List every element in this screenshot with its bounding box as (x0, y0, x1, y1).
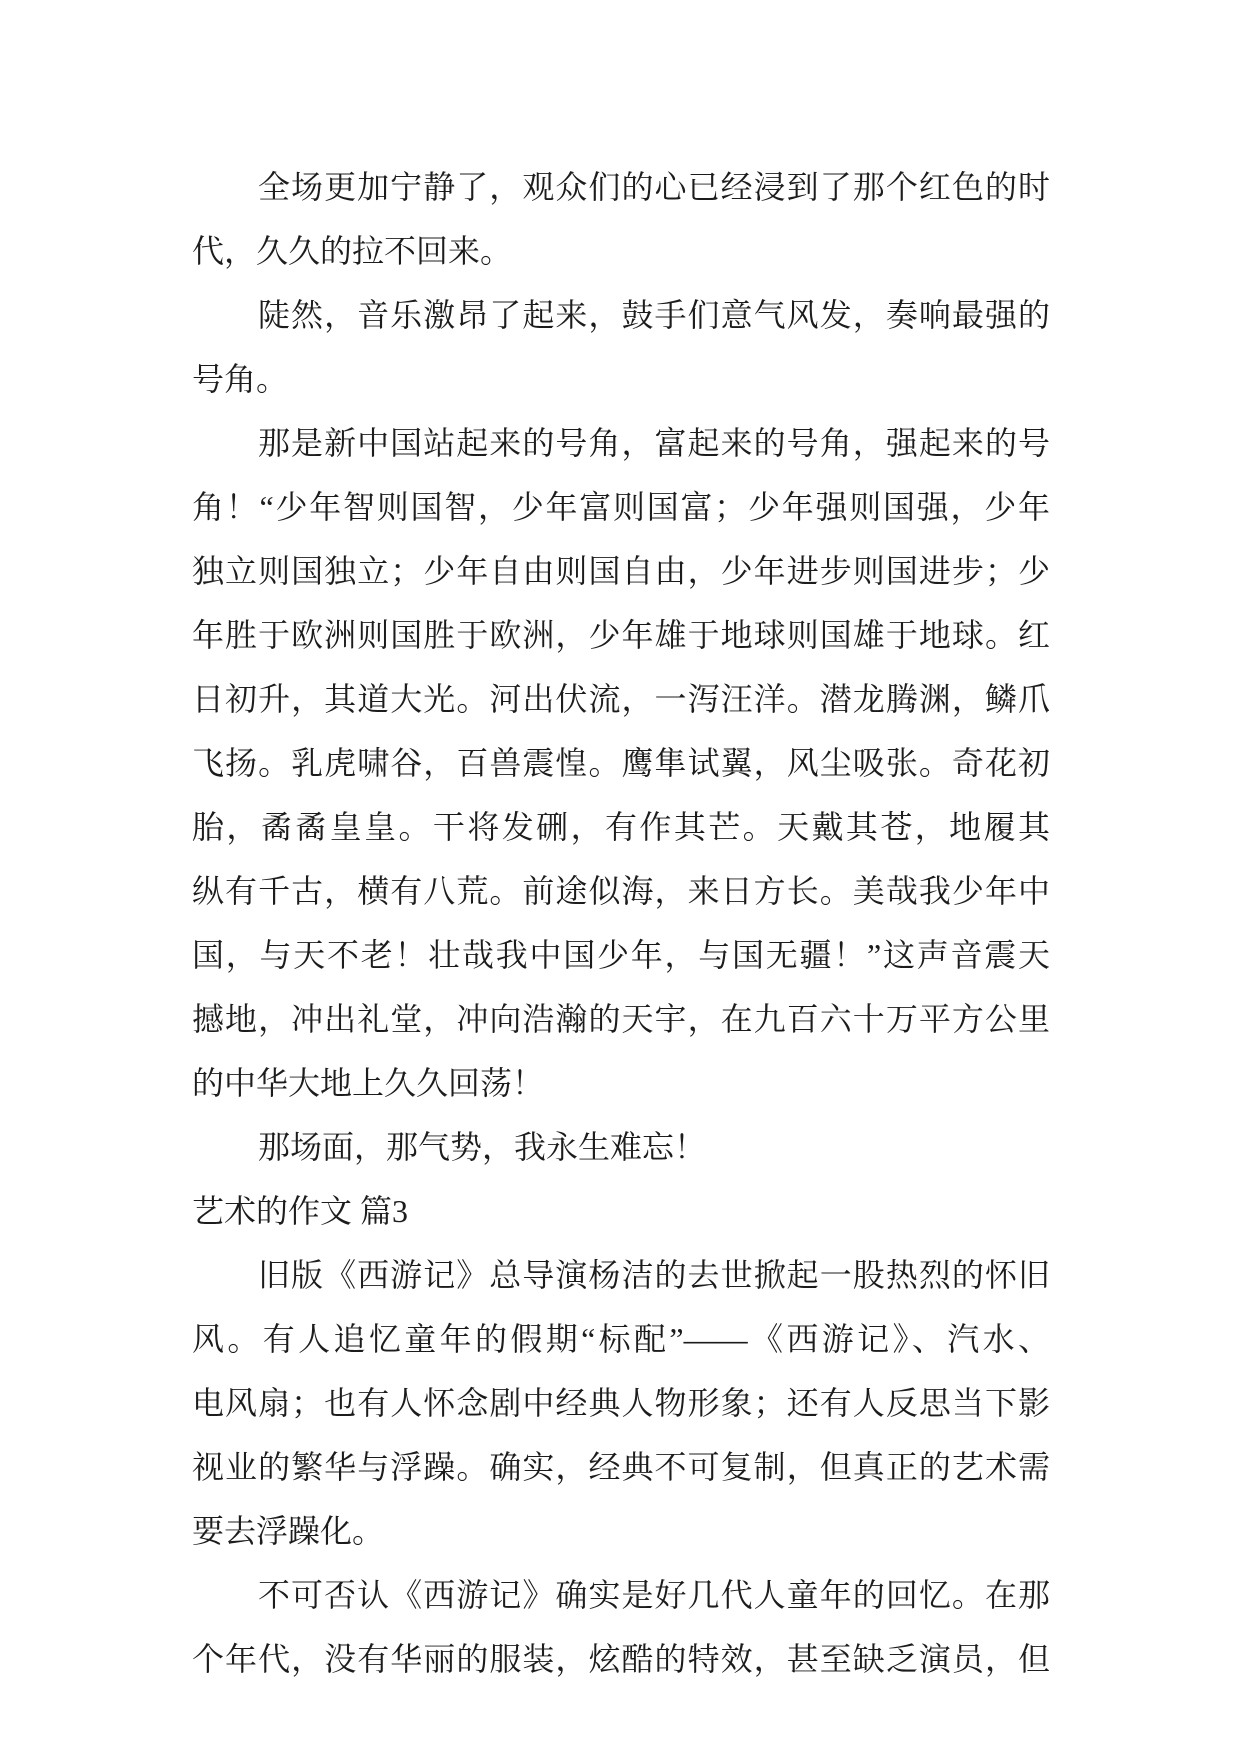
text-line: 个年代，没有华丽的服装，炫酷的特效，甚至缺乏演员，但 (192, 1641, 1050, 1677)
text-line: 国，与天不老！壮哉我中国少年，与国无疆！”这声音震天 (192, 937, 1050, 973)
text-line: 的中华大地上久久回荡！ (192, 1065, 545, 1101)
text-line: 撼地，冲出礼堂，冲向浩瀚的天宇，在九百六十万平方公里 (192, 1001, 1050, 1037)
text-line: 飞扬。乳虎啸谷，百兽震惶。鹰隼试翼，风尘吸张。奇花初 (192, 745, 1050, 781)
text-line: 角！“少年智则国智，少年富则国富；少年强则国强，少年 (192, 489, 1050, 525)
text-line: 独立则国独立；少年自由则国自由，少年进步则国进步；少 (192, 553, 1050, 589)
text-line: 不可否认《西游记》确实是好几代人童年的回忆。在那 (258, 1577, 1050, 1613)
paragraph (192, 155, 1050, 283)
paragraph (192, 283, 1050, 411)
text-line: 胎，矞矞皇皇。干将发硎，有作其芒。天戴其苍，地履其 (192, 809, 1050, 845)
document-body (192, 155, 1050, 1691)
paragraph (192, 1243, 1050, 1563)
paragraph (192, 1563, 1050, 1691)
text-line: 代，久久的拉不回来。 (192, 233, 513, 269)
text-line: 纵有千古，横有八荒。前途似海，来日方长。美哉我少年中 (192, 873, 1050, 909)
paragraph (192, 411, 1050, 1115)
text-line: 全场更加宁静了，观众们的心已经浸到了那个红色的时 (258, 169, 1050, 205)
text-line: 年胜于欧洲则国胜于欧洲，少年雄于地球则国雄于地球。红 (192, 617, 1050, 653)
text-line: 要去浮躁化。 (192, 1513, 385, 1549)
text-line: 风。有人追忆童年的假期“标配”——《西游记》、汽水、 (192, 1321, 1050, 1357)
text-line: 旧版《西游记》总导演杨洁的去世掀起一股热烈的怀旧 (258, 1257, 1050, 1293)
text-line: 号角。 (192, 361, 289, 397)
text-line: 那场面，那气势，我永生难忘！ (258, 1129, 707, 1165)
text-line: 陡然，音乐激昂了起来，鼓手们意气风发，奏响最强的 (258, 297, 1050, 333)
text-line: 日初升，其道大光。河出伏流，一泻汪洋。潜龙腾渊，鳞爪 (192, 681, 1050, 717)
text-line: 视业的繁华与浮躁。确实，经典不可复制，但真正的艺术需 (192, 1449, 1050, 1485)
text-line: 电风扇；也有人怀念剧中经典人物形象；还有人反思当下影 (192, 1385, 1050, 1421)
section-heading: 艺术的作文 篇3 (192, 1193, 409, 1229)
paragraph (192, 1115, 1050, 1179)
text-line: 那是新中国站起来的号角，富起来的号角，强起来的号 (258, 425, 1050, 461)
